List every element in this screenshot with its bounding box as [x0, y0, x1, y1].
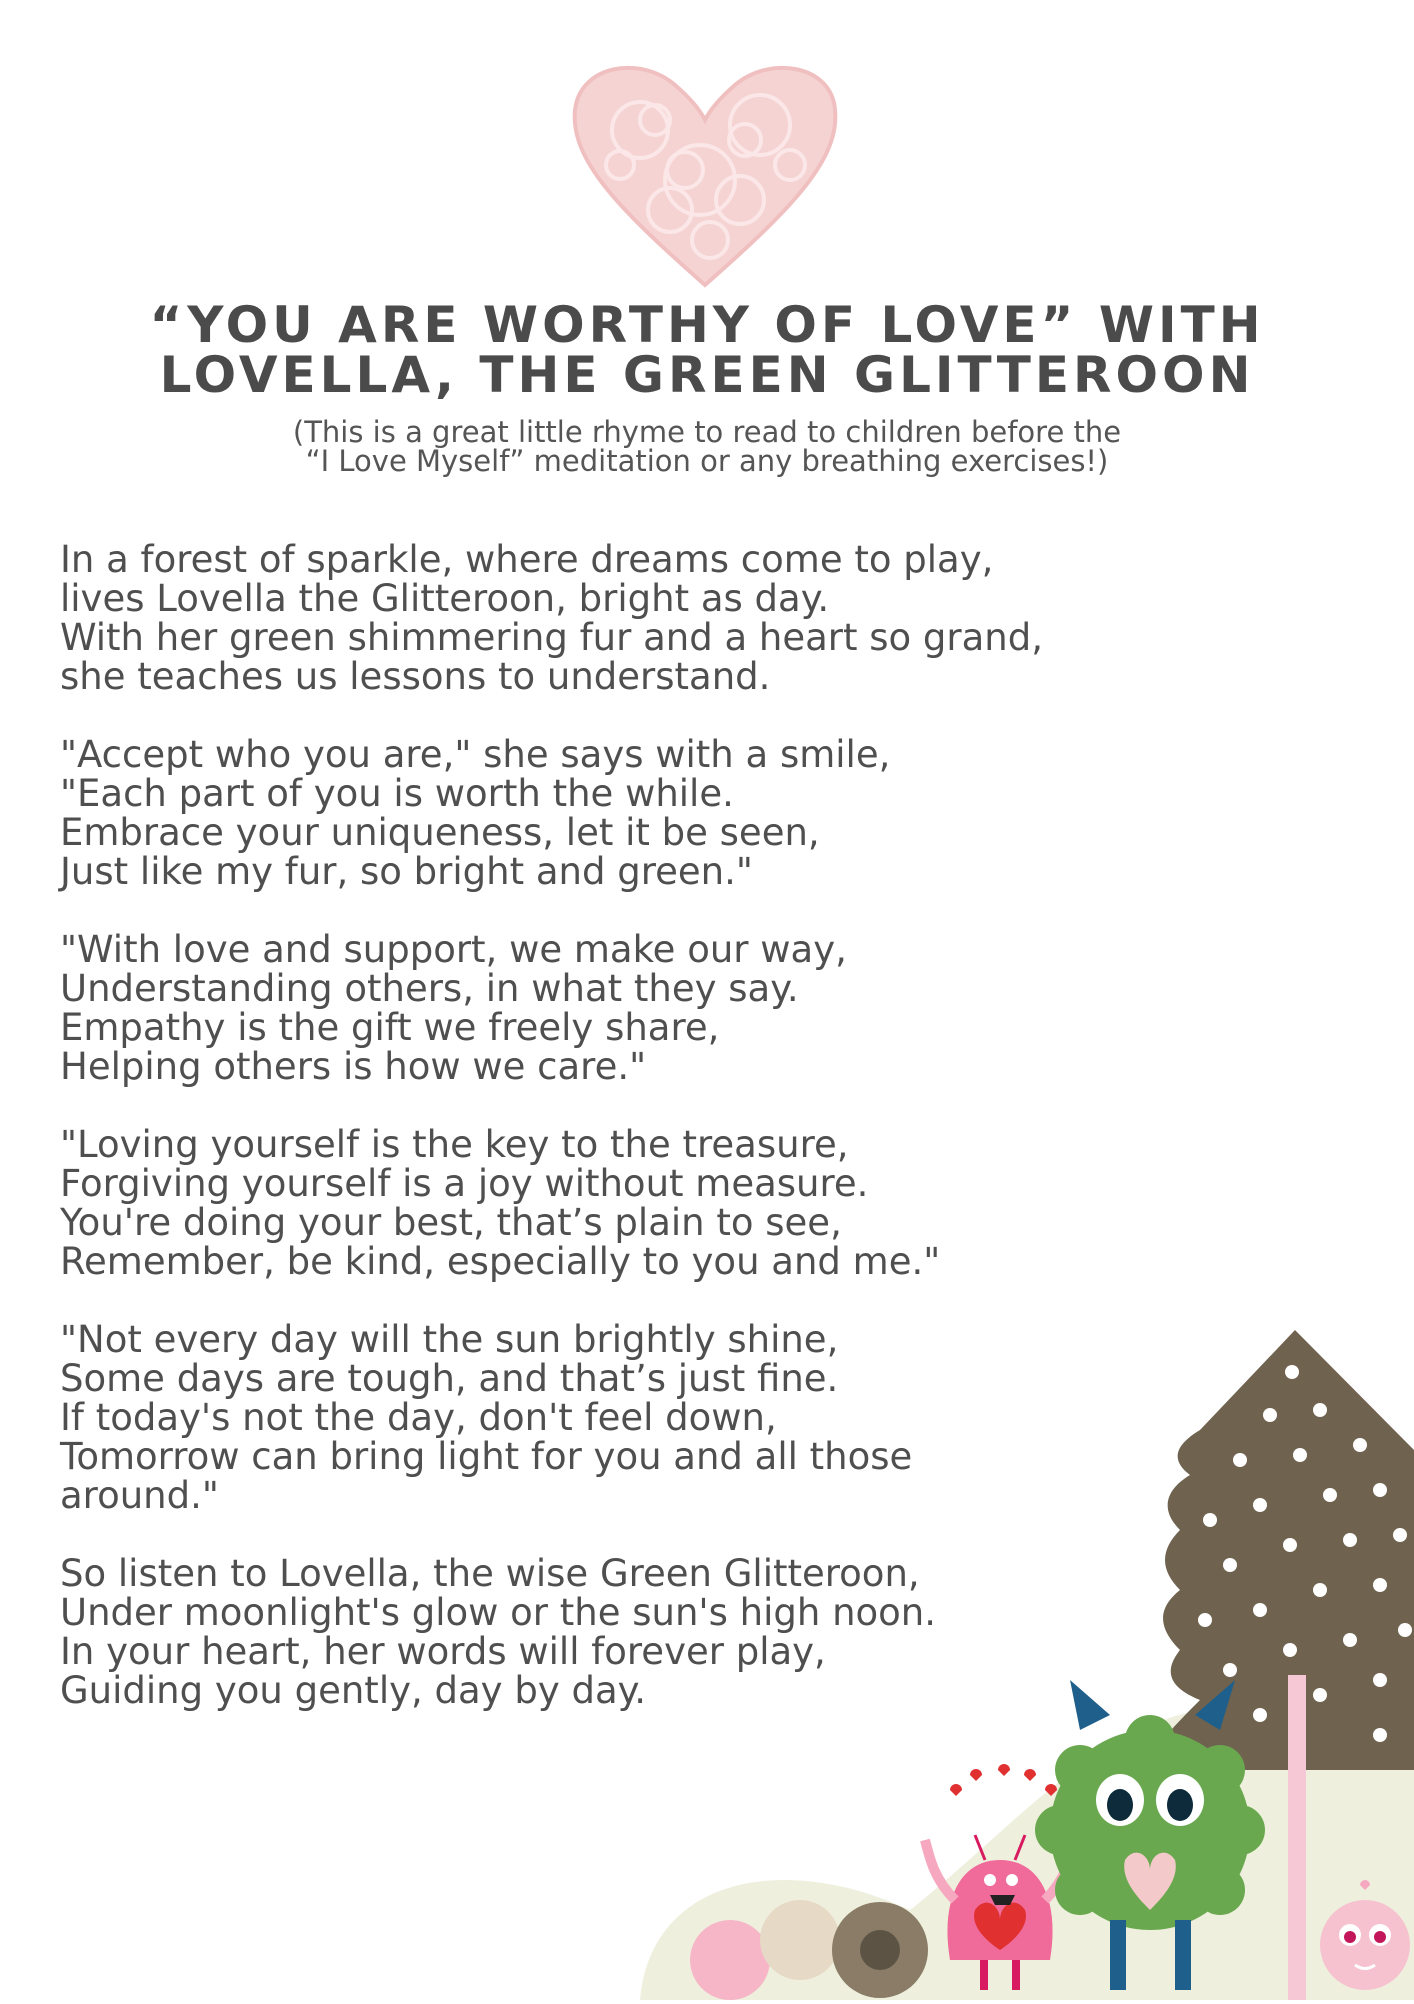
poem-line: Forgiving yourself is a joy without measure.	[60, 1162, 869, 1205]
stanza-4	[60, 1125, 1160, 1281]
poem-line: "With love and support, we make our way,	[60, 928, 847, 971]
poem-line: You're doing your best, that’s plain to see,	[60, 1201, 842, 1244]
poem-line: In a forest of sparkle, where dreams come to play,	[60, 538, 994, 581]
heart-illustration	[560, 50, 850, 295]
subtitle-line-1: (This is a great little rhyme to read to children before the	[292, 415, 1122, 449]
stanza-3	[60, 930, 1160, 1086]
page-title	[0, 296, 1414, 404]
poem-line: around."	[60, 1474, 219, 1517]
poem-line: So listen to Lovella, the wise Green Glitteroon,	[60, 1552, 920, 1595]
poem-line: If today's not the day, don't feel down,	[60, 1396, 777, 1439]
poem-line: lives Lovella the Glitteroon, bright as day.	[60, 577, 830, 620]
poem-line: "Each part of you is worth the while.	[60, 772, 734, 815]
poem-line: In your heart, her words will forever play,	[60, 1630, 826, 1673]
subtitle-line-2: “I Love Myself” meditation or any breathing exercises!)	[305, 444, 1109, 478]
poem-line: Embrace your uniqueness, let it be seen,	[60, 811, 820, 854]
subtitle	[0, 415, 1414, 478]
forest-scene	[620, 1320, 1414, 2000]
poem-line: Remember, be kind, especially to you and me."	[60, 1240, 941, 1283]
title-line-1: “YOU ARE WORTHY OF LOVE” WITH	[149, 296, 1265, 354]
poem-line: Tomorrow can bring light for you and all those	[60, 1435, 913, 1478]
poem-line: "Not every day will the sun brightly shine,	[60, 1318, 839, 1361]
stanza-2	[60, 735, 1160, 891]
poem-line: she teaches us lessons to understand.	[60, 655, 771, 698]
forest-scene-illustration	[620, 1320, 1414, 2000]
poem-line: Helping others is how we care."	[60, 1045, 647, 1088]
poem-line: "Loving yourself is the key to the treasure,	[60, 1123, 849, 1166]
title-line-2: LOVELLA, THE GREEN GLITTEROON	[159, 346, 1255, 404]
poem-line: Empathy is the gift we freely share,	[60, 1006, 720, 1049]
poem-line: With her green shimmering fur and a heart so grand,	[60, 616, 1043, 659]
heart-icon	[560, 50, 850, 295]
poem-line: Some days are tough, and that’s just fine.	[60, 1357, 839, 1400]
poem-line: Guiding you gently, day by day.	[60, 1669, 647, 1712]
poem-line: "Accept who you are," she says with a smile,	[60, 733, 891, 776]
poem-line: Understanding others, in what they say.	[60, 967, 799, 1010]
poem-line: Under moonlight's glow or the sun's high noon.	[60, 1591, 937, 1634]
poem-line: Just like my fur, so bright and green."	[60, 850, 753, 893]
stanza-1	[60, 540, 1160, 696]
